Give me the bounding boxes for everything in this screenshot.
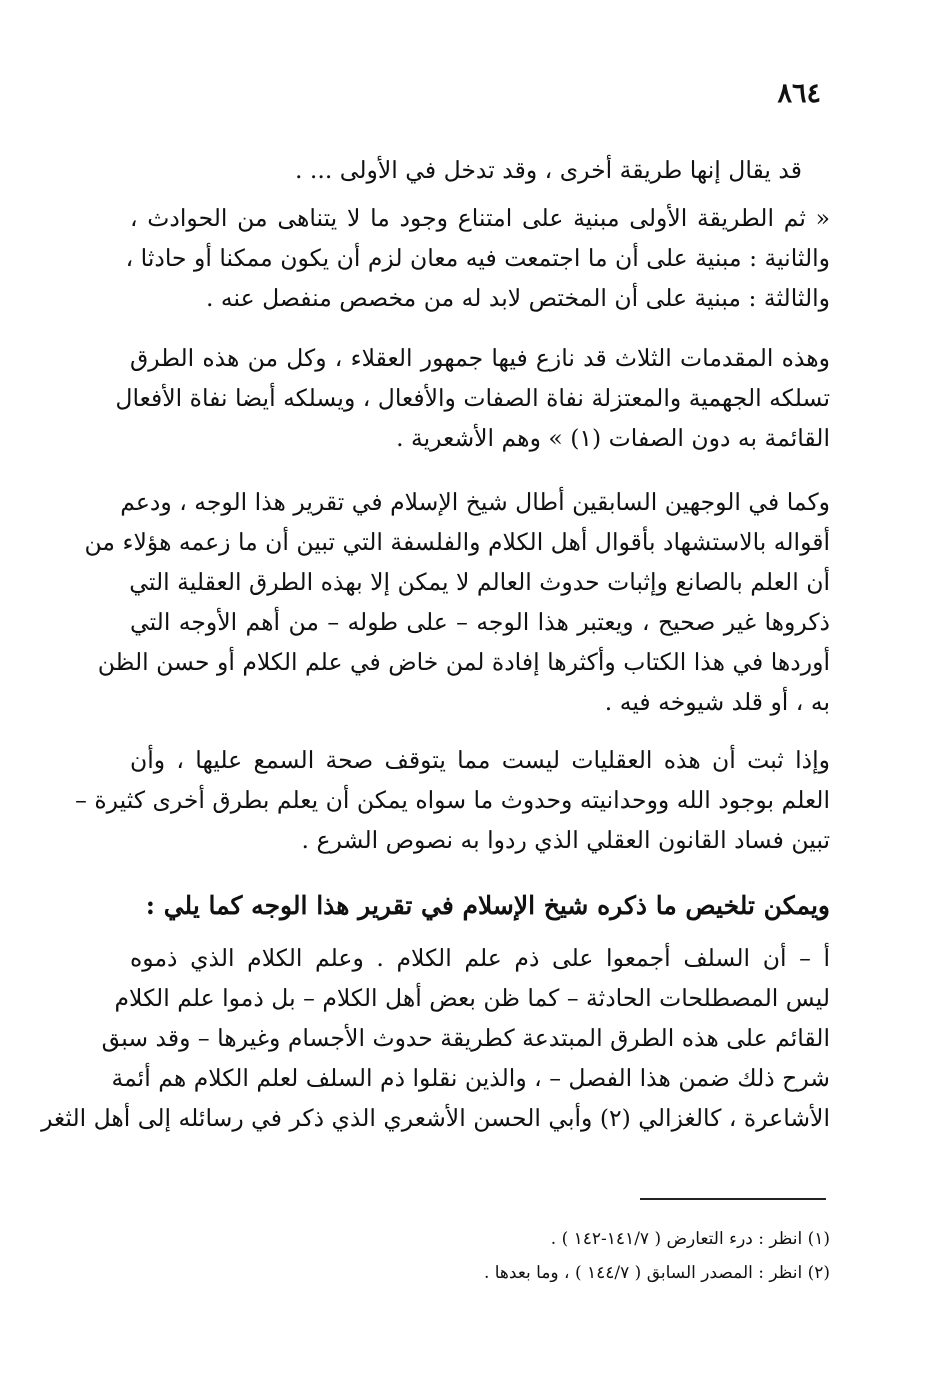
text-line: أن العلم بالصانع وإثبات حدوث العالم لا يمكن إلا بهذه الطرق العقلية التي xyxy=(129,568,830,596)
paragraph-3 xyxy=(115,338,830,458)
text-line: والثانية : مبنية على أن ما اجتمعت فيه معان لزم أن يكون ممكنا أو حادثا ، xyxy=(125,244,830,272)
text-line: والثالثة : مبنية على أن المختص لابد له من مخصص منفصل عنه . xyxy=(205,284,830,312)
text-line: أوردها في هذا الكتاب وأكثرها إفادة لمن خاض في علم الكلام أو حسن الظن xyxy=(97,648,830,676)
text-line: العلم بوجود الله ووحدانيته وحدوث ما سواه يمكن أن يعلم بطرق أخرى كثيرة – xyxy=(75,786,830,814)
text-line: الأشاعرة ، كالغزالي (٢) وأبي الحسن الأشعري الذي ذكر في رسائله إلى أهل الثغر xyxy=(41,1104,830,1132)
text-line: قد يقال إنها طريقة أخرى ، وقد تدخل في الأولى ... . xyxy=(294,156,802,184)
text-line: أ – أن السلف أجمعوا على ذم علم الكلام . وعلم الكلام الذي ذموه xyxy=(130,944,830,972)
text-line: شرح ذلك ضمن هذا الفصل – ، والذين نقلوا ذم السلف لعلم الكلام هم أئمة xyxy=(111,1064,830,1092)
paragraph-4 xyxy=(84,482,830,722)
text-line: وإذا ثبت أن هذه العقليات ليست مما يتوقف صحة السمع عليها ، وأن xyxy=(130,746,830,774)
section-heading: ويمكن تلخيص ما ذكره شيخ الإسلام في تقرير هذا الوجه كما يلي : xyxy=(145,891,830,920)
footnote-divider xyxy=(640,1198,826,1200)
text-line: « ثم الطريقة الأولى مبنية على امتناع وجود ما لا يتناهى من الحوادث ، xyxy=(130,204,830,232)
text-line: ليس المصطلحات الحادثة – كما ظن بعض أهل الكلام – بل ذموا علم الكلام xyxy=(114,984,830,1012)
paragraph-1 xyxy=(130,150,830,190)
paragraph-6 xyxy=(41,938,830,1138)
text-line: القائمة به دون الصفات (١) » وهم الأشعرية . xyxy=(396,424,830,452)
text-line: أقواله بالاستشهاد بأقوال أهل الكلام والفلسفة التي تبين أن ما زعمه هؤلاء من xyxy=(84,528,830,556)
text-line: تبين فساد القانون العقلي الذي ردوا به نصوص الشرع . xyxy=(301,826,830,854)
text-line: تسلكه الجهمية والمعتزلة نفاة الصفات والأفعال ، ويسلكه أيضا نفاة الأفعال xyxy=(115,384,830,412)
text-line: وكما في الوجهين السابقين أطال شيخ الإسلام في تقرير هذا الوجه ، ودعم xyxy=(120,488,830,516)
footnote-1: (١) انظر : درء التعارض ( ١٤١/٧-١٤٢ ) . xyxy=(550,1229,830,1249)
text-line: وهذه المقدمات الثلاث قد نازع فيها جمهور العقلاء ، وكل من هذه الطرق xyxy=(130,344,830,372)
text-line: به ، أو قلد شيوخه فيه . xyxy=(604,688,830,716)
footnotes xyxy=(130,1222,830,1290)
paragraph-2 xyxy=(125,198,830,318)
page-number: ٨٦٤ xyxy=(777,78,821,109)
text-line: القائم على هذه الطرق المبتدعة كطريقة حدوث الأجسام وغيرها – وقد سبق xyxy=(101,1024,830,1052)
paragraph-5 xyxy=(75,740,830,860)
footnote-2: (٢) انظر : المصدر السابق ( ١٤٤/٧ ) ، وما بعدها . xyxy=(483,1263,830,1283)
text-line: ذكروها غير صحيح ، ويعتبر هذا الوجه – على طوله – من أهم الأوجه التي xyxy=(130,608,830,636)
